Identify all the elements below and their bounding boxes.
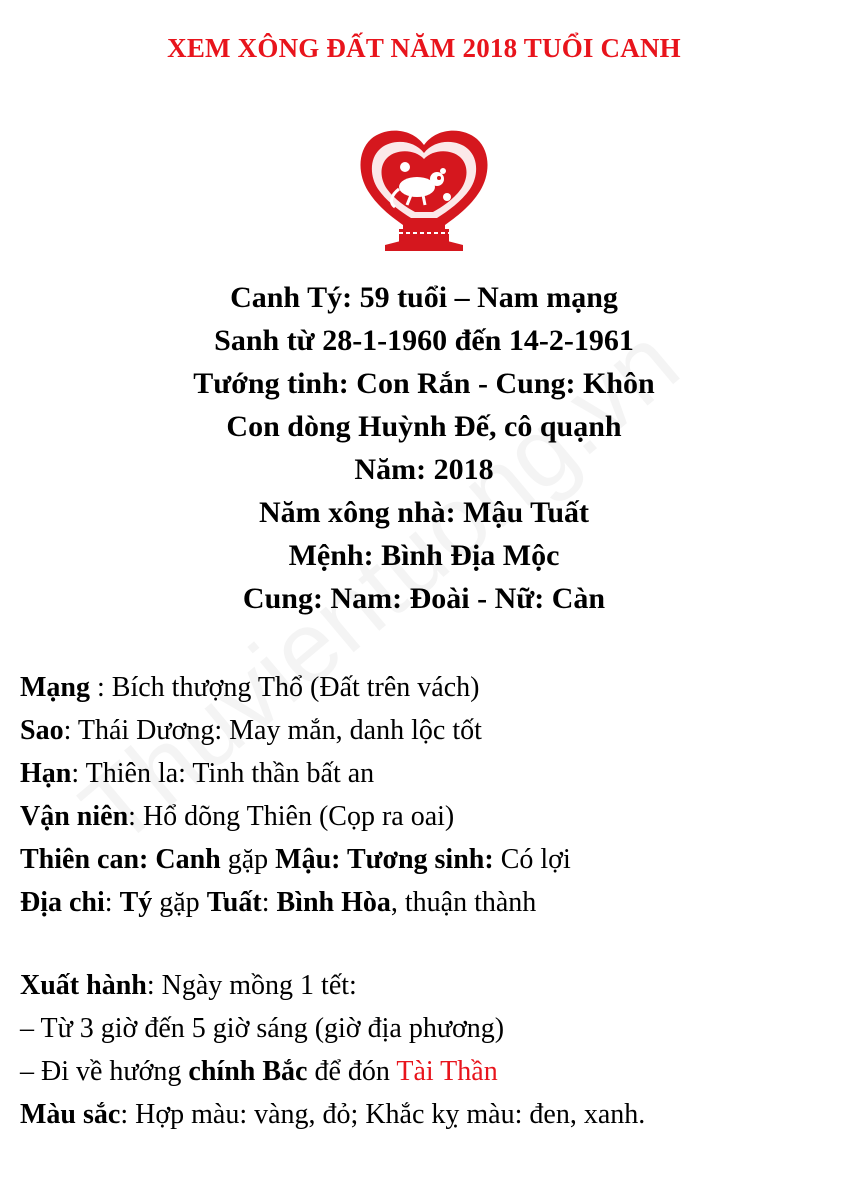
profile-line: Năm xông nhà: Mậu Tuất: [258, 496, 590, 529]
detail-value: Thiên la: Tinh thần bất an: [85, 758, 375, 789]
detail-sep: :: [63, 715, 78, 746]
detail-text: :: [261, 887, 277, 918]
detail-sep: :: [71, 758, 86, 789]
detail-dia-chi: [20, 881, 830, 924]
profile-line: Năm: 2018: [354, 453, 494, 486]
detail-value: Thái Dương: May mắn, danh lộc tốt: [77, 715, 482, 746]
detail-bold: Bình Hòa: [276, 887, 391, 918]
detail-sep: :: [128, 801, 143, 832]
profile-block: [0, 276, 848, 620]
detail-label: Hạn: [20, 758, 72, 789]
colors-label: Màu sắc: [20, 1099, 121, 1130]
profile-line: Tướng tinh: Con Rắn - Cung: Khôn: [193, 367, 655, 400]
direction-mid: để đón: [307, 1056, 397, 1087]
detail-bold: Tuất: [206, 887, 262, 918]
detail-label: Vận niên: [20, 801, 129, 832]
direction-highlight: Tài Thần: [396, 1056, 498, 1087]
colors-sep: :: [120, 1099, 136, 1130]
detail-label: Sao: [20, 715, 64, 746]
detail-label: Mạng: [20, 672, 90, 703]
detail-label: Thiên can: Canh: [20, 844, 221, 875]
travel-direction: [20, 1050, 830, 1093]
travel-time: – Từ 3 giờ đến 5 giờ sáng (giờ địa phương): [20, 1013, 505, 1044]
travel-label: Xuất hành: [20, 970, 147, 1001]
detail-sep: :: [90, 672, 112, 703]
detail-mang: [20, 666, 830, 709]
detail-han: [20, 752, 830, 795]
rat-papercut-emblem-icon: [355, 125, 493, 253]
details-block: [20, 666, 830, 1136]
detail-label: Địa chi: [20, 887, 105, 918]
detail-text: gặp: [152, 887, 207, 918]
detail-value: Hổ dõng Thiên (Cọp ra oai): [142, 801, 455, 832]
detail-text: :: [104, 887, 120, 918]
colors-value: Hợp màu: vàng, đỏ; Khắc kỵ màu: đen, xanh.: [135, 1099, 646, 1130]
page-title: XEM XÔNG ĐẤT NĂM 2018 TUỔI CANH: [167, 33, 681, 63]
detail-bold: Tý: [119, 887, 153, 918]
direction-prefix: – Đi về hướng: [20, 1056, 189, 1087]
detail-van-nien: [20, 795, 830, 838]
detail-bold: Mậu: Tương sinh:: [275, 844, 494, 875]
colors-line: [20, 1093, 830, 1136]
spacer: [20, 924, 830, 964]
detail-sao: [20, 709, 830, 752]
travel-line: [20, 964, 830, 1007]
profile-line: Cung: Nam: Đoài - Nữ: Càn: [242, 582, 606, 615]
direction-bold: chính Bắc: [188, 1056, 308, 1087]
profile-line: Mệnh: Bình Địa Mộc: [288, 539, 560, 572]
travel-value: Ngày mồng 1 tết:: [161, 970, 357, 1001]
detail-text: gặp: [220, 844, 276, 875]
travel-sep: :: [146, 970, 162, 1001]
detail-text: , thuận thành: [390, 887, 537, 918]
profile-line: Con dòng Huỳnh Đế, cô quạnh: [226, 410, 622, 443]
detail-text: Có lợi: [493, 844, 571, 875]
detail-value: Bích thượng Thổ (Đất trên vách): [111, 672, 480, 703]
detail-thien-can: [20, 838, 830, 881]
profile-line: Canh Tý: 59 tuổi – Nam mạng: [230, 281, 618, 314]
profile-line: Sanh từ 28-1-1960 đến 14-2-1961: [214, 324, 634, 357]
